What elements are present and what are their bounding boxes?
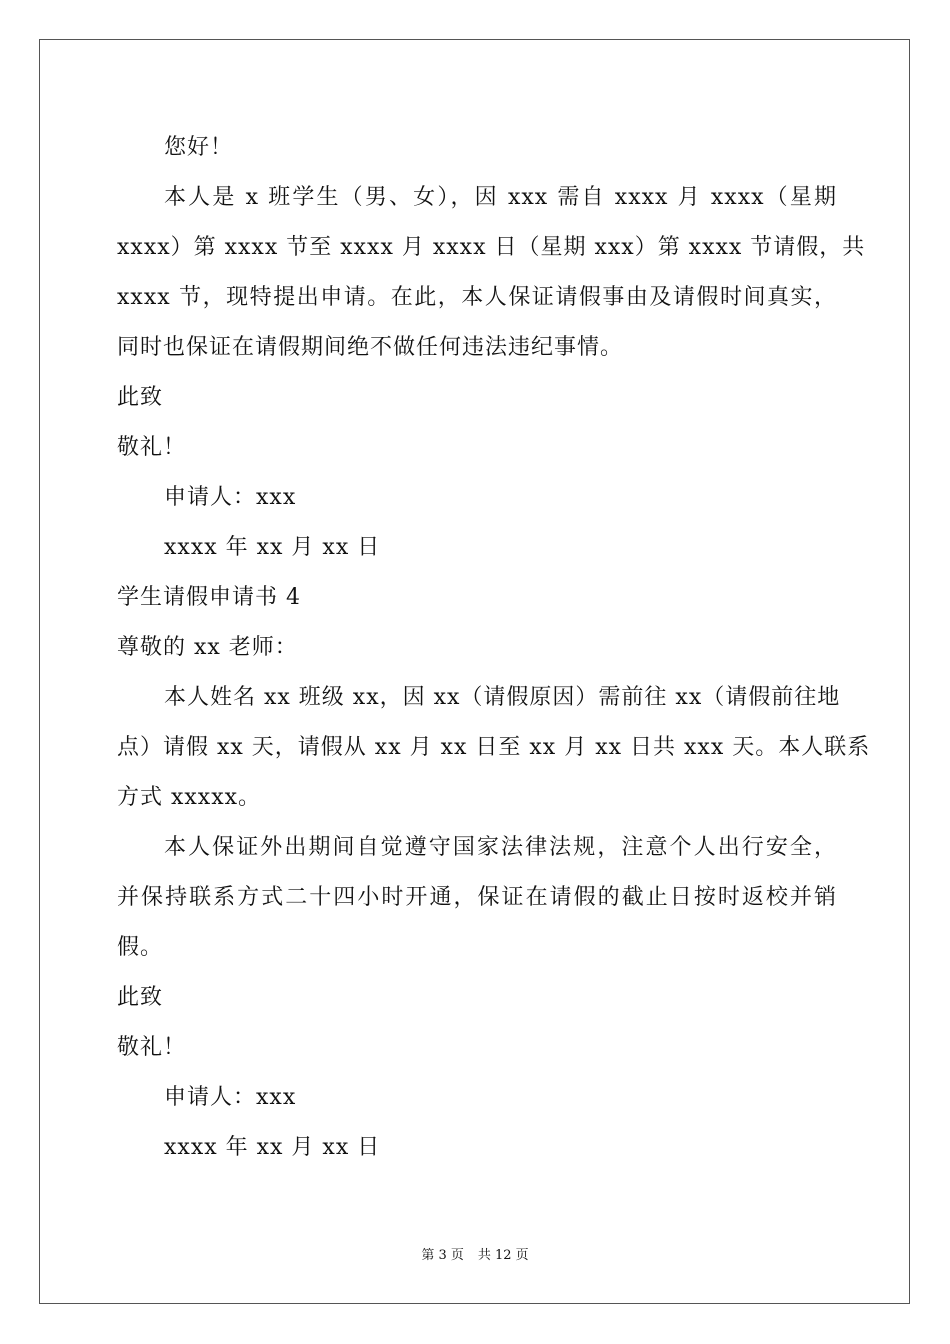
text-line: 并保持联系方式二十四小时开通，保证在请假的截止日按时返校并销 <box>117 885 837 910</box>
text-line: 此致 <box>117 985 164 1010</box>
text-line: 尊敬的 xx 老师： <box>117 635 298 660</box>
text-line: 学生请假申请书 4 <box>117 585 301 610</box>
text-line: 方式 xxxxx。 <box>117 785 262 810</box>
document-body <box>117 123 871 1173</box>
text-line: 本人是 x 班学生（男、女），因 xxx 需自 xxxx 月 xxxx（星期 <box>164 185 837 210</box>
text-line: 敬礼！ <box>117 435 187 460</box>
text-line: 申请人：xxx <box>164 1085 297 1110</box>
text-line: xxxx）第 xxxx 节至 xxxx 月 xxxx 日（星期 xxx）第 xxxx 节请假，共 <box>117 235 866 260</box>
text-line: xxxx 年 xx 月 xx 日 <box>164 535 381 560</box>
text-line: 本人保证外出期间自觉遵守国家法律法规，注意个人出行安全， <box>164 835 837 860</box>
text-line: 敬礼！ <box>117 1035 187 1060</box>
text-line: 假。 <box>117 935 164 960</box>
page-footer <box>0 1247 950 1265</box>
text-line: xxxx 节，现特提出申请。在此，本人保证请假事由及请假时间真实， <box>117 285 837 310</box>
text-line: 点）请假 xx 天，请假从 xx 月 xx 日至 xx 月 xx 日共 xxx 天。本人联系 <box>117 735 871 760</box>
text-line: 本人姓名 xx 班级 xx，因 xx（请假原因）需前往 xx（请假前往地 <box>164 685 841 710</box>
page-total: 共 12 页 <box>477 1248 529 1263</box>
page-number: 第 3 页 <box>421 1248 464 1263</box>
text-line: 申请人：xxx <box>164 485 297 510</box>
text-line: 同时也保证在请假期间绝不做任何违法违纪事情。 <box>117 335 624 360</box>
text-line: 此致 <box>117 385 164 410</box>
text-line: xxxx 年 xx 月 xx 日 <box>164 1135 381 1160</box>
text-line: 您好！ <box>164 135 234 160</box>
